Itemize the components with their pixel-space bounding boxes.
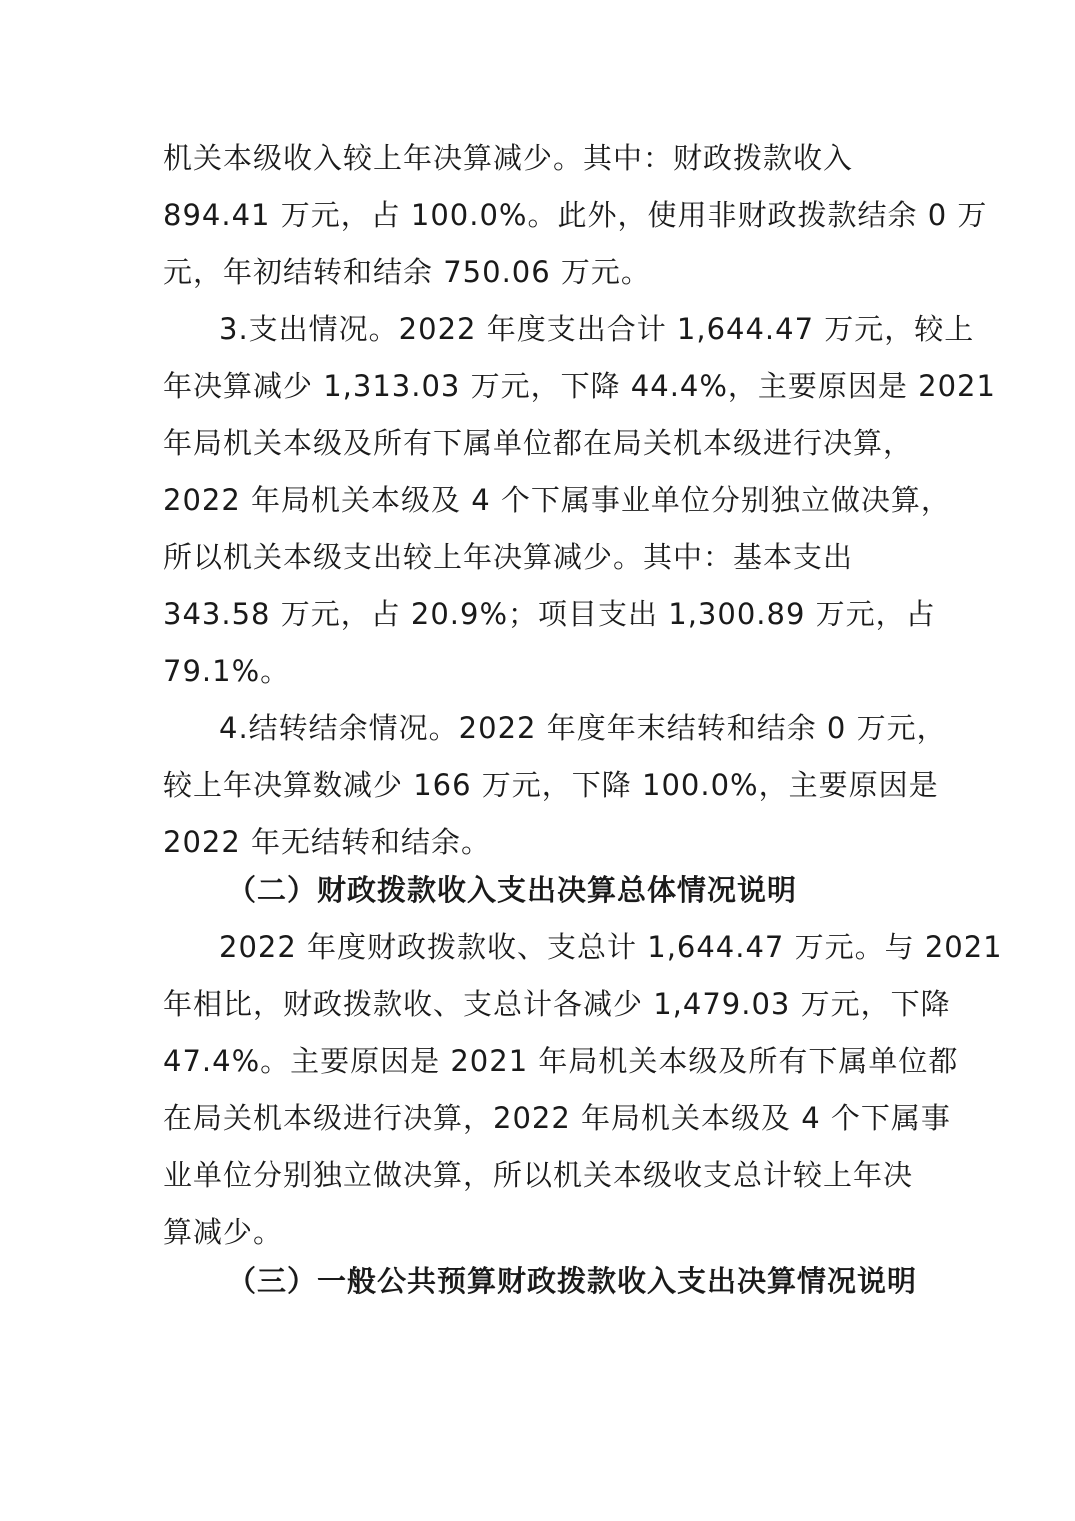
section-heading-3: （三）一般公共预算财政拨款收入支出决算情况说明 — [227, 1264, 918, 1298]
body-line: 年局机关本级及所有下属单位都在局关机本级进行决算， — [163, 426, 914, 460]
body-line: 343.58 万元，占 20.9%；项目支出 1,300.89 万元，占 — [163, 597, 936, 631]
body-line: 业单位分别独立做决算，所以机关本级收支总计较上年决 — [163, 1158, 914, 1192]
body-line: 机关本级收入较上年决算减少。其中：财政拨款收入 — [163, 141, 854, 175]
paragraph-start-expenditure: 3.支出情况。2022 年度支出合计 1,644.47 万元，较上 — [219, 312, 975, 346]
body-line: 79.1%。 — [163, 654, 291, 688]
section-heading-2: （二）财政拨款收入支出决算总体情况说明 — [227, 873, 798, 907]
body-line: 894.41 万元，占 100.0%。此外，使用非财政拨款结余 0 万 — [163, 198, 988, 232]
body-line: 2022 年局机关本级及 4 个下属事业单位分别独立做决算， — [163, 483, 951, 517]
paragraph-start-fiscal-total: 2022 年度财政拨款收、支总计 1,644.47 万元。与 2021 — [219, 930, 1003, 964]
paragraph-start-carryover: 4.结转结余情况。2022 年度年末结转和结余 0 万元， — [219, 711, 947, 745]
body-line: 在局关机本级进行决算，2022 年局机关本级及 4 个下属事 — [163, 1101, 951, 1135]
body-line: 年决算减少 1,313.03 万元，下降 44.4%，主要原因是 2021 — [163, 369, 996, 403]
body-line: 算减少。 — [163, 1215, 284, 1249]
body-line: 元，年初结转和结余 750.06 万元。 — [163, 255, 651, 289]
body-line: 47.4%。主要原因是 2021 年局机关本级及所有下属单位都 — [163, 1044, 959, 1078]
body-line: 所以机关本级支出较上年决算减少。其中：基本支出 — [163, 540, 854, 574]
body-line: 年相比，财政拨款收、支总计各减少 1,479.03 万元，下降 — [163, 987, 951, 1021]
body-line: 2022 年无结转和结余。 — [163, 825, 492, 859]
body-line: 较上年决算数减少 166 万元，下降 100.0%，主要原因是 — [163, 768, 939, 802]
